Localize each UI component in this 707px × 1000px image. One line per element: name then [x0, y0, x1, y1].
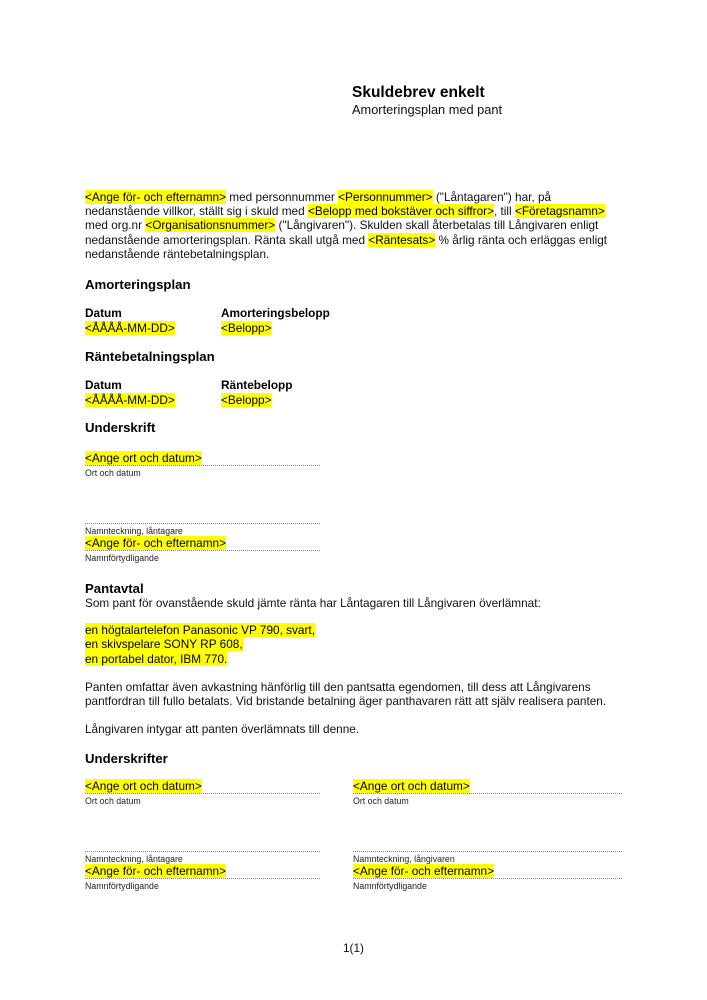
- namnteckning-field: [85, 806, 320, 891]
- namnteckning-field: [85, 478, 320, 563]
- title-block: [352, 84, 502, 118]
- signature-space-line: [353, 806, 622, 852]
- placeholder-ort-datum-field[interactable]: <Ange ort och datum>: [85, 779, 202, 794]
- page-title: Skuldebrev enkelt: [352, 84, 485, 101]
- placeholder-rantesats-field[interactable]: <Räntesats>: [368, 232, 436, 247]
- ort-datum-label: Ort och datum: [353, 796, 409, 807]
- intro-text: , till: [493, 204, 515, 219]
- signature-space-line: [85, 478, 320, 524]
- pantavtal-intro: Som pant för ovanstående skuld jämte ränta har Låntagaren till Långivaren överlämnat:: [85, 596, 541, 611]
- section-heading-pantavtal: Pantavtal: [85, 581, 144, 597]
- signature-line: [85, 451, 320, 466]
- document-body: [85, 190, 625, 891]
- ort-datum-field: [85, 779, 320, 806]
- placeholder-ort-datum-field[interactable]: <Ange ort och datum>: [353, 779, 470, 794]
- amorteringsplan-header-row: [85, 306, 625, 320]
- signature-columns: [85, 779, 625, 891]
- placeholder-namn-field[interactable]: <Ange för- och efternamn>: [85, 864, 226, 879]
- placeholder-belopp-field[interactable]: <Belopp>: [221, 393, 272, 408]
- intro-text: ("Långivaren"). Skulden skall återbetalas till Långivaren enligt nedanstående amorteringsplan. Ränta skall utgå med: [85, 218, 599, 247]
- signature-column-langivare: [353, 779, 625, 891]
- placeholder-namn-field[interactable]: <Ange för- och efternamn>: [353, 864, 494, 879]
- page-number: 1(1): [343, 941, 364, 955]
- signature-space-line: [85, 806, 320, 852]
- section-heading-underskrifter: Underskrifter: [85, 751, 168, 767]
- ort-datum-field: [353, 779, 622, 806]
- rantebetalningsplan-datum-cell: [85, 393, 221, 407]
- ort-datum-field: [85, 451, 320, 478]
- placeholder-personnummer-field[interactable]: <Personnummer>: [338, 190, 433, 204]
- placeholder-datum-field[interactable]: <ÅÅÅÅ-MM-DD>: [85, 393, 175, 408]
- ort-datum-label: Ort och datum: [85, 796, 141, 807]
- intro-text: med personnummer: [226, 190, 339, 204]
- signature-line: [85, 536, 320, 551]
- pantavtal-paragraph-2: Långivaren intygar att panten överlämnats till denne.: [85, 722, 360, 737]
- section-heading-underskrift: Underskrift: [85, 420, 156, 436]
- datum-column-header: Datum: [85, 306, 122, 321]
- pant-items-list: [85, 623, 625, 666]
- placeholder-pant-item-1[interactable]: en högtalartelefon Panasonic VP 790, svart,: [85, 623, 315, 638]
- rantebetalningsplan-value-row: [85, 393, 625, 407]
- amorteringsbelopp-column-header: Amorteringsbelopp: [221, 306, 330, 321]
- namnteckning-field: [353, 806, 622, 891]
- intro-paragraph: [85, 190, 625, 261]
- namnteckning-lantagare-label: Namnteckning, låntagare: [85, 854, 183, 865]
- intro-text: med org.nr: [85, 218, 146, 233]
- placeholder-foretagsnamn-field[interactable]: <Företagsnamn>: [514, 204, 605, 219]
- namnfortydligande-label: Namnförtydligande: [353, 881, 427, 892]
- rantebelopp-column-header: Räntebelopp: [221, 378, 293, 393]
- signature-line: [85, 864, 320, 879]
- namnfortydligande-label: Namnförtydligande: [85, 553, 159, 564]
- namnteckning-label: Namnteckning, låntagare: [85, 526, 183, 537]
- pant-item: [85, 623, 625, 637]
- pantavtal-paragraph-1: Panten omfattar även avkastning hänförlig till den pantsatta egendomen, till dess att Långivarens pantfordran till fullo betalats. Vid bristande betalning äger panthavaren rätt att själv realisera panten.: [85, 679, 607, 709]
- amorteringsplan-value-row: [85, 321, 625, 335]
- placeholder-ort-datum-field[interactable]: <Ange ort och datum>: [85, 451, 202, 466]
- placeholder-pant-item-2[interactable]: en skivspelare SONY RP 608,: [85, 637, 243, 652]
- namnteckning-langivaren-label: Namnteckning, långivaren: [353, 854, 455, 865]
- signature-line: [353, 779, 622, 794]
- section-heading-amorteringsplan: Amorteringsplan: [85, 277, 191, 293]
- placeholder-belopp-bokstaver-field[interactable]: <Belopp med bokstäver och siffror>: [307, 204, 494, 219]
- signature-column-lantagare: [85, 779, 353, 891]
- placeholder-belopp-field[interactable]: <Belopp>: [221, 321, 272, 336]
- ort-datum-label: Ort och datum: [85, 468, 141, 479]
- pant-item: [85, 637, 625, 651]
- pant-item: [85, 652, 625, 666]
- placeholder-pant-item-3[interactable]: en portabel dator, IBM 770.: [85, 651, 228, 666]
- rantebetalningsplan-header-row: [85, 378, 625, 392]
- placeholder-datum-field[interactable]: <ÅÅÅÅ-MM-DD>: [85, 321, 175, 336]
- section-heading-rantebetalningsplan: Räntebetalningsplan: [85, 349, 215, 365]
- placeholder-organisationsnummer-field[interactable]: <Organisationsnummer>: [145, 218, 276, 233]
- placeholder-name-field[interactable]: <Ange för- och efternamn>: [85, 190, 226, 204]
- intro-text: ("Låntagaren") har, på nedanstående villkor, ställt sig i skuld med: [85, 190, 552, 219]
- amorteringsplan-datum-cell: [85, 321, 221, 335]
- placeholder-namn-field[interactable]: <Ange för- och efternamn>: [85, 536, 226, 551]
- intro-text: % årlig ränta och erläggas enligt nedanstående räntebetalningsplan.: [85, 232, 608, 261]
- signature-line: [353, 864, 622, 879]
- namnfortydligande-label: Namnförtydligande: [85, 881, 159, 892]
- signature-line: [85, 779, 320, 794]
- rantebetalningsplan-belopp-cell: [221, 393, 272, 407]
- page-subtitle: Amorteringsplan med pant: [352, 102, 503, 117]
- amorteringsplan-belopp-cell: [221, 321, 272, 335]
- datum-column-header: Datum: [85, 378, 122, 393]
